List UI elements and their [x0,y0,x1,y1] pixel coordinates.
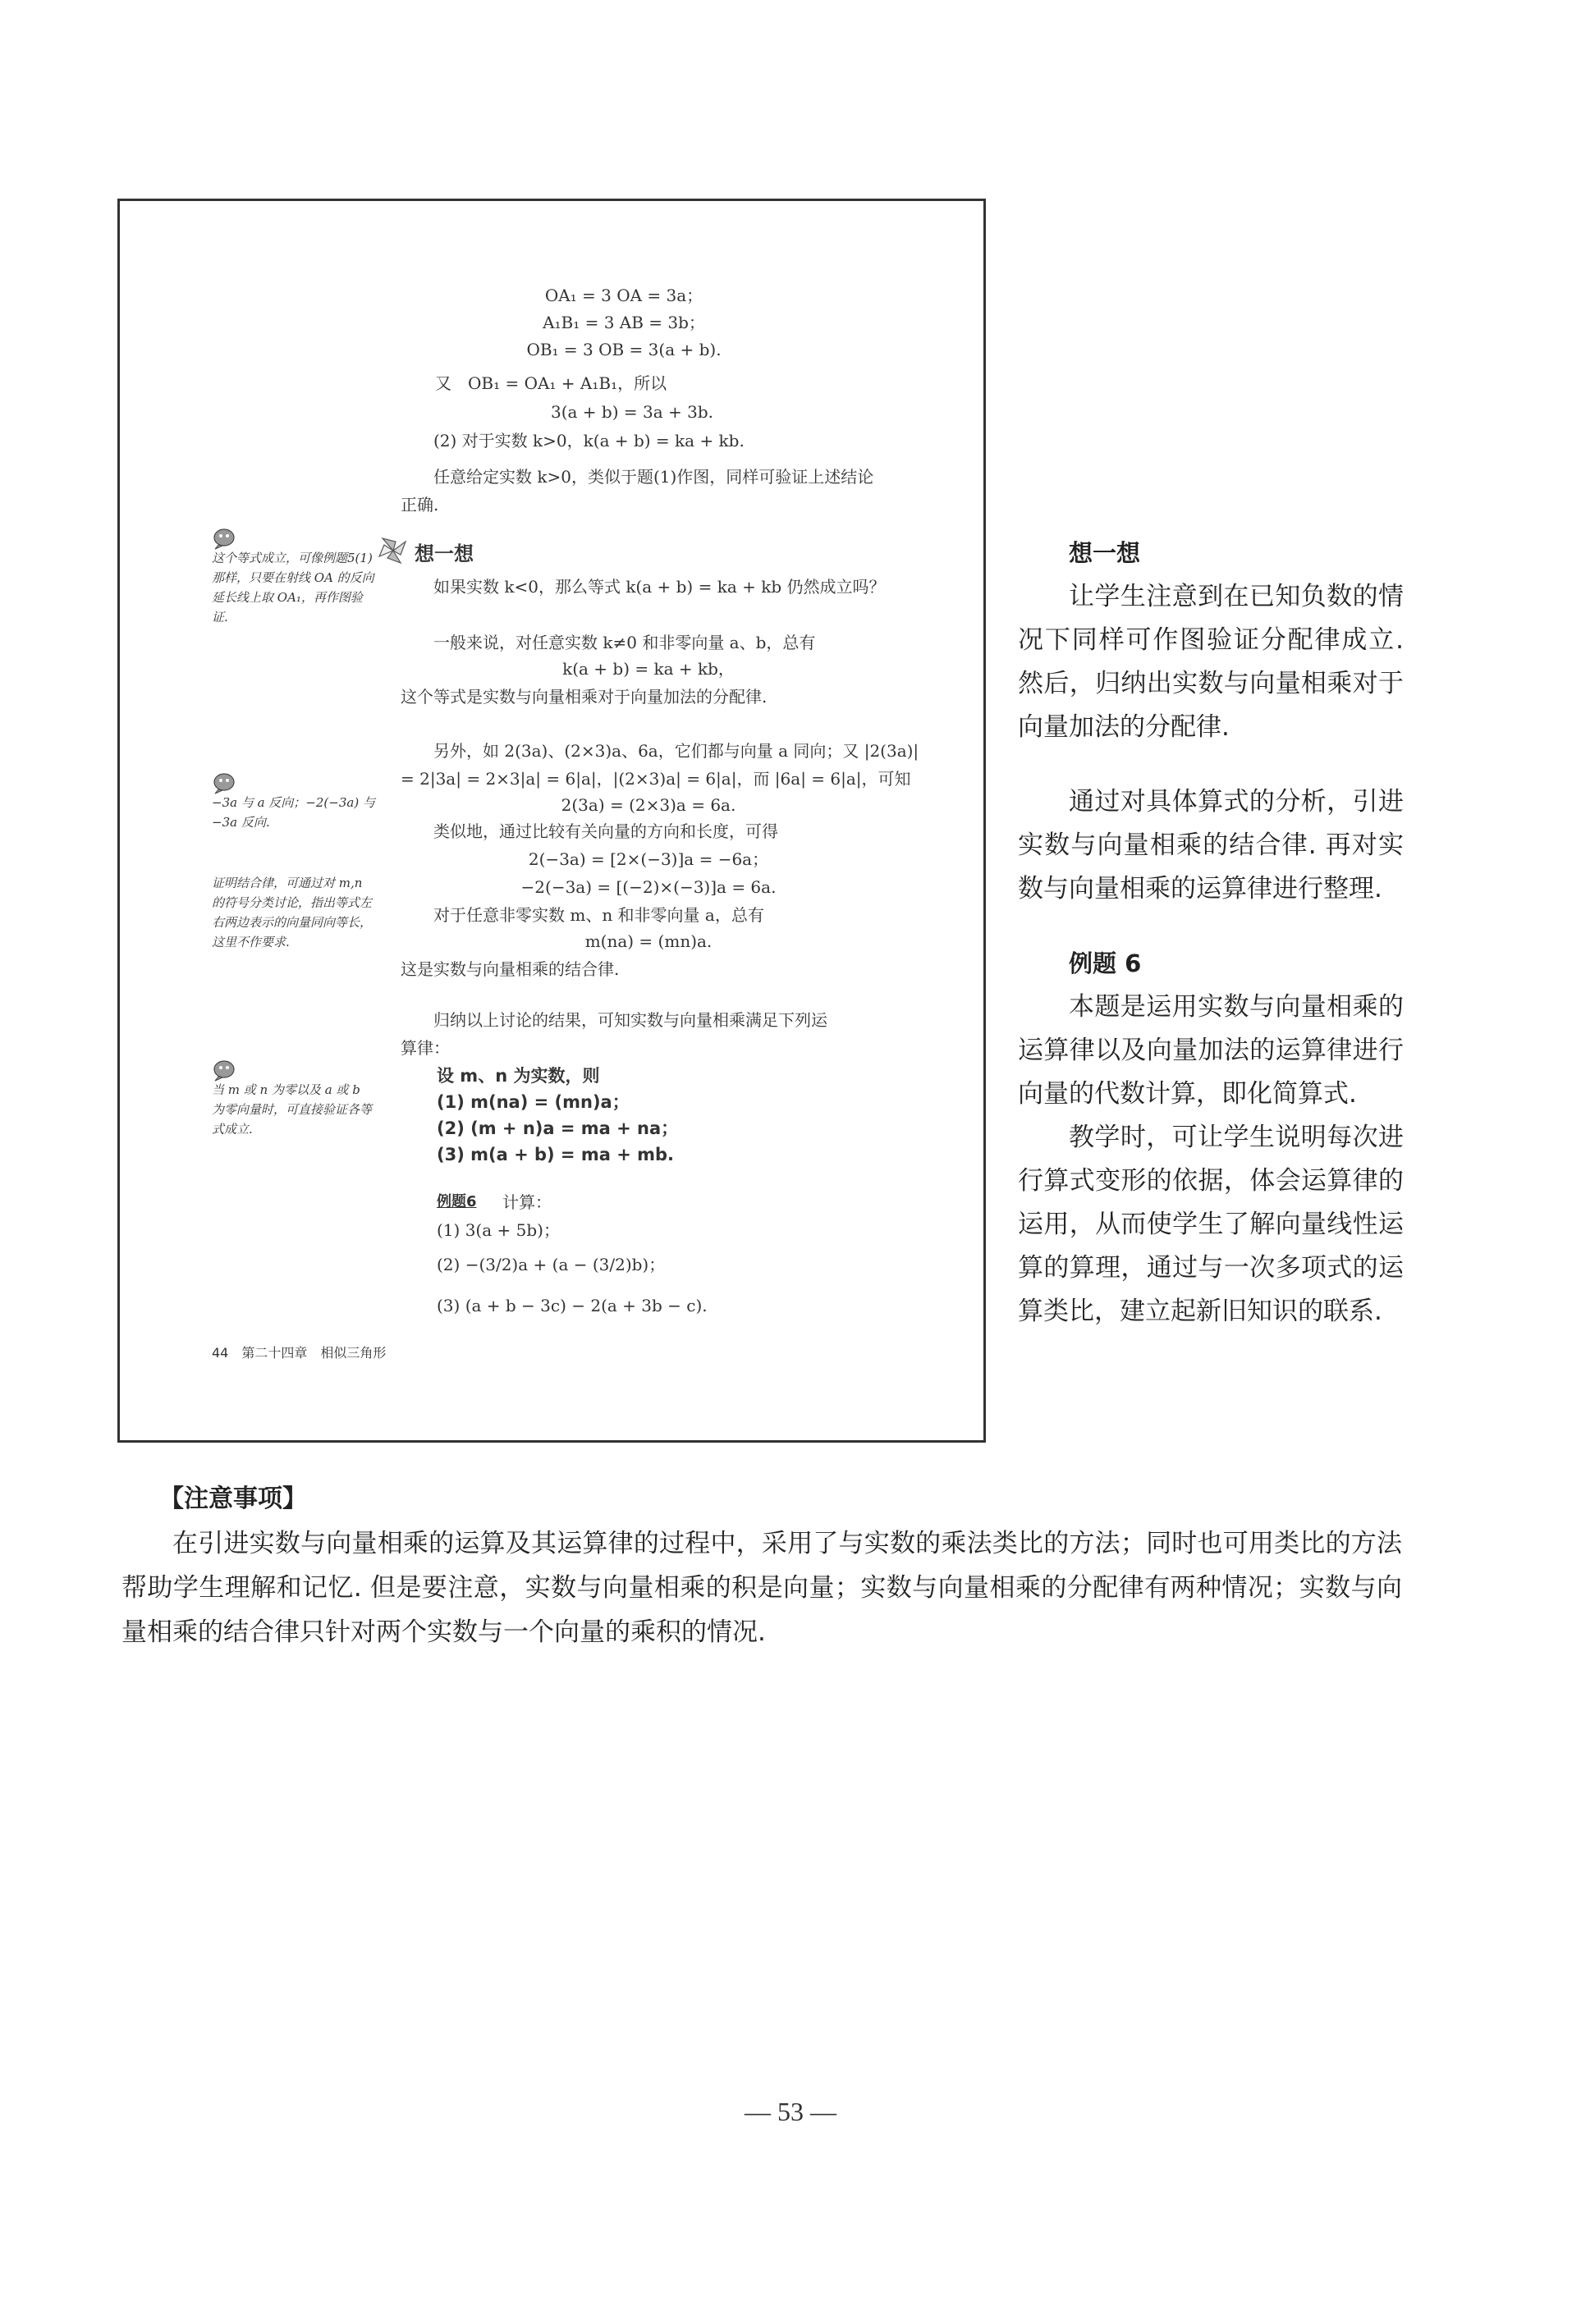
textbook-line: A₁B₁ = 3 AB = 3b； [543,313,705,332]
textbook-line: 类似地，通过比较有关向量的方向和长度，可得 [433,821,778,841]
example-prompt: 计算： [502,1192,552,1212]
guide-column [1018,532,1404,1334]
textbook-line: 另外，如 2(3a)、(2×3)a、6a，它们都与向量 a 同向；又 |2(3a)| [433,741,919,761]
textbook-line: 归纳以上讨论的结果，可知实数与向量相乘满足下列运 [433,1010,827,1030]
textbook-line: 2(3a) = (2×3)a = 6a. [561,795,736,815]
page-number: — 53 — [745,2097,836,2126]
margin-note: 证明结合律，可通过对 m,n 的符号分类讨论，指出等式左右两边表示的向量同向等长，这里不作要求. [212,876,373,949]
textbook-line: 这个等式是实数与向量相乘对于向量加法的分配律. [401,687,768,707]
think-heading-guide: 想一想 [1069,539,1141,567]
textbook-footer: 44 第二十四章 相似三角形 [212,1345,387,1361]
guide-paragraph: 教学时，可让学生说明每次进行算式变形的依据，体会运算律的运用，从而使学生了解向量线性运算的算理，通过与一次多项式的运算类比，建立起新旧知识的联系. [1018,1123,1404,1326]
associative-formula: m(na) = (mn)a. [584,931,713,951]
note-bubble-icon [212,527,236,550]
textbook-line: OA₁ = 3 OA = 3a； [544,286,703,305]
pinwheel-icon [376,533,410,568]
law-item: (1) m(na) = (mn)a； [437,1092,630,1112]
notes-section [121,1477,1402,1654]
guide-paragraph: 让学生注意到在已知负数的情况下同样可作图验证分配律成立. 然后，归纳出实数与向量相乘对于向量加法的分配律. [1018,582,1404,742]
margin-note: −3a 与 a 反向；−2(−3a) 与 −3a 反向. [212,795,375,830]
notes-paragraph: 在引进实数与向量相乘的运算及其运算律的过程中，采用了与实数的乘法类比的方法；同时也可用类比的方法帮助学生理解和记忆. 但是要注意，实数与向量相乘的积是向量；实数与向量相乘的分配律有两种情况；实数与向量相乘的结合律只针对两个实数与一个向量的乘积的情况. [121,1529,1402,1647]
textbook-line: 3(a + b) = 3a + 3b. [550,402,713,422]
textbook-line: OB₁ = 3 OB = 3(a + b). [526,340,722,359]
margin-note: 当 m 或 n 为零以及 a 或 b 为零向量时，可直接验证各等式成立. [212,1082,373,1137]
distributive-formula: k(a + b) = ka + kb， [562,659,735,679]
textbook-line: (2) 对于实数 k>0，k(a + b) = ka + kb. [433,431,745,451]
textbook-line: 又 OB₁ = OA₁ + A₁B₁，所以 [435,373,667,393]
textbook-line: 任意给定实数 k>0，类似于题(1)作图，同样可验证上述结论 [433,467,874,487]
textbook-line: 算律： [401,1038,450,1058]
law-item: (3) m(a + b) = ma + mb. [437,1145,674,1164]
textbook-line: 2(−3a) = [2×(−3)]a = −6a； [528,849,769,869]
notes-heading: 【注意事项】 [159,1485,307,1513]
think-heading-textbook: 想一想 [415,542,474,565]
textbook-line: 这是实数与向量相乘的结合律. [401,959,620,979]
note-bubble-icon [212,771,236,794]
exercise-item: (2) −(3/2)a + (a − (3/2)b)； [437,1255,666,1274]
law-item: (2) (m + n)a = ma + na； [437,1119,679,1138]
textbook-line: 对于任意非零实数 m、n 和非零向量 a，总有 [433,905,764,925]
textbook-line: −2(−3a) = [(−2)×(−3)]a = 6a. [520,877,777,897]
exercise-item: (3) (a + b − 3c) − 2(a + 3b − c). [437,1296,708,1315]
think-question: 如果实数 k<0，那么等式 k(a + b) = ka + kb 仍然成立吗？ [433,577,886,597]
textbook-line: = 2|3a| = 2×3|a| = 6|a|，|(2×3)a| = 6|a|，而 |6a| = 6|a|，可知 [401,769,911,789]
note-bubble-icon [212,1059,236,1082]
exercise-item: (1) 3(a + 5b)； [437,1220,560,1240]
guide-paragraph: 本题是运用实数与向量相乘的运算律以及向量加法的运算律进行向量的代数计算，即化简算式. [1018,992,1404,1109]
example-heading-guide: 例题 6 [1069,949,1142,977]
guide-paragraph: 通过对具体算式的分析，引进实数与向量相乘的结合律. 再对实数与向量相乘的运算律进行整理. [1018,787,1404,904]
margin-note: 这个等式成立，可像例题5(1)那样，只要在射线 OA 的反向延长线上取 OA₁，再作图验证. [212,551,374,624]
textbook-line: 正确. [401,495,439,515]
example-label: 例题6 [437,1193,477,1210]
laws-intro: 设 m、n 为实数，则 [437,1066,600,1086]
textbook-line: 一般来说，对任意实数 k≠0 和非零向量 a、b，总有 [433,633,816,652]
